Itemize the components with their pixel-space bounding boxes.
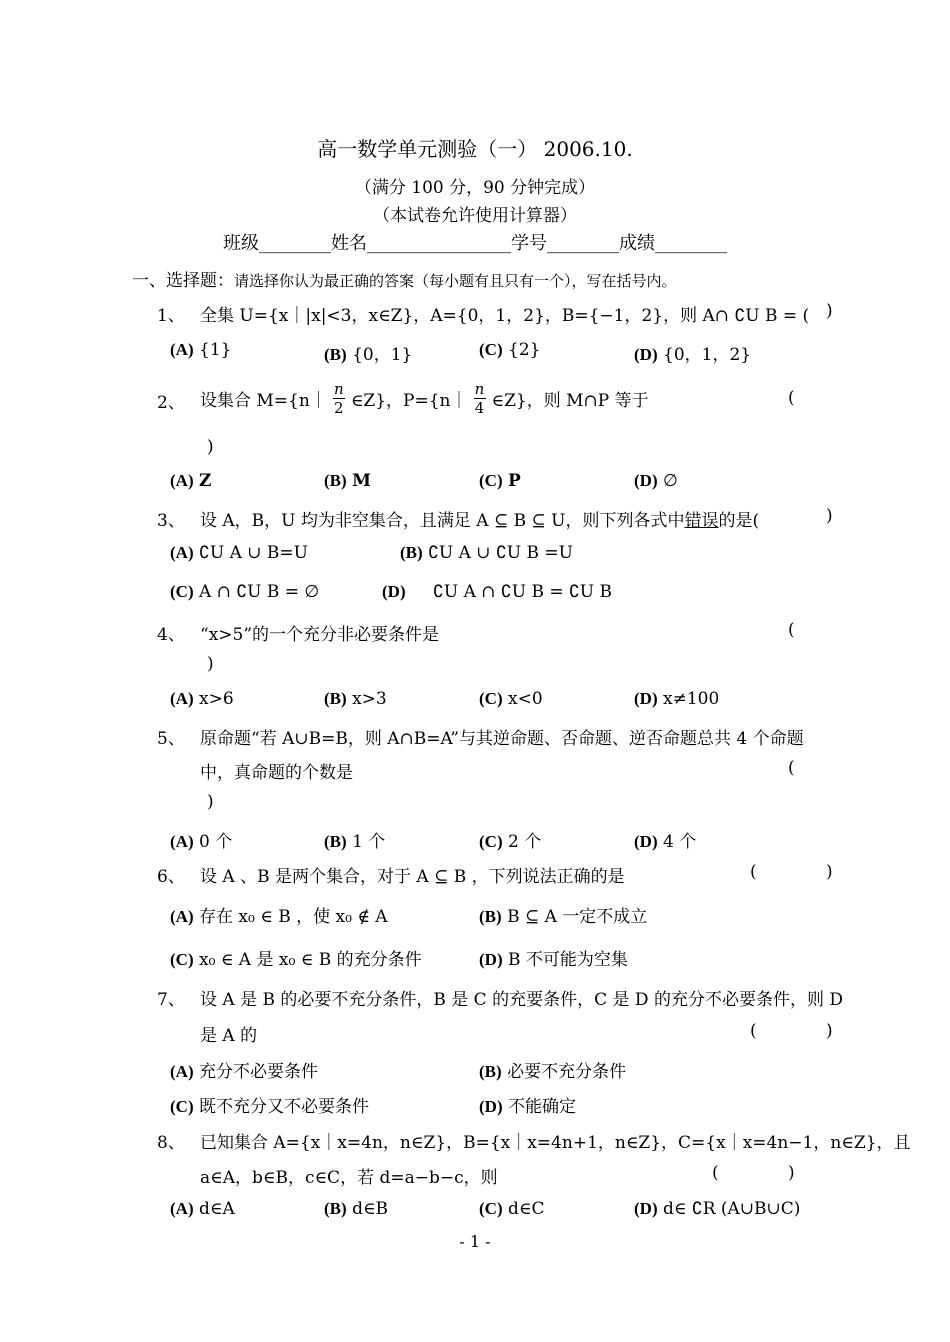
option-label: (B) xyxy=(400,543,423,562)
question-text-line1: 设 A 是 B 的必要不充分条件，B 是 C 的充要条件，C 是 D 的充分不必要条件，则 D xyxy=(200,990,843,1010)
answer-paren-close: ) xyxy=(826,506,833,526)
question-text-part: ∈Z}，则 M∩P 等于 xyxy=(491,390,649,411)
option-c xyxy=(479,471,521,491)
question-text-line2: 是 A 的 xyxy=(200,1026,258,1046)
option-text: d∈C xyxy=(508,1199,545,1219)
option-label: (A) xyxy=(170,1062,194,1081)
option-text: x>6 xyxy=(199,689,234,709)
option-a xyxy=(170,340,231,360)
question-text xyxy=(200,506,759,531)
option-label: (C) xyxy=(479,471,503,490)
option-label: (D) xyxy=(479,950,503,969)
option-text: Z xyxy=(199,471,212,491)
option-label: (A) xyxy=(170,907,194,926)
option-d xyxy=(634,340,751,365)
option-text: A ∩ ∁U B = ∅ xyxy=(199,582,320,602)
option-label: (C) xyxy=(170,582,194,601)
option-b xyxy=(479,1057,626,1082)
question-number: 2、 xyxy=(157,393,185,413)
option-c xyxy=(479,689,543,709)
fraction-denominator: 2 xyxy=(334,398,344,417)
answer-paren-close: ) xyxy=(207,792,214,812)
option-d xyxy=(634,1199,800,1219)
option-label: (B) xyxy=(479,1062,502,1081)
student-info-line: 班级________姓名________________学号________成绩________ xyxy=(223,233,727,254)
question-text-line1: 已知集合 A={x｜x=4n，n∈Z}，B={x｜x=4n+1，n∈Z}，C={x｜x=4n−1，n∈Z}，且 xyxy=(200,1133,911,1153)
subtitle-calculator: （本试卷允许使用计算器） xyxy=(373,206,577,226)
option-c xyxy=(479,340,540,360)
option-d xyxy=(634,827,696,852)
option-label: (D) xyxy=(634,471,658,490)
question-text-line1: 原命题“若 A∪B=B，则 A∩B=A”与其逆命题、否命题、逆否命题总共 4 个命题 xyxy=(200,729,804,749)
option-label: (A) xyxy=(170,471,194,490)
page-number: - 1 - xyxy=(459,1232,491,1251)
option-label: (D) xyxy=(634,689,658,708)
option-label: (C) xyxy=(479,689,503,708)
option-a xyxy=(170,543,308,563)
option-text: ∅ xyxy=(663,471,678,491)
option-c xyxy=(479,827,541,852)
fraction xyxy=(333,380,345,417)
option-text: d∈A xyxy=(199,1199,235,1219)
option-text: 既不充分又不必要条件 xyxy=(199,1097,370,1117)
option-a xyxy=(170,1199,235,1219)
option-d xyxy=(479,1092,576,1117)
option-label: (B) xyxy=(324,832,347,851)
option-d xyxy=(634,689,719,709)
option-text: d∈ ∁R (A∪B∪C) xyxy=(663,1199,801,1219)
option-a xyxy=(170,902,388,927)
option-a xyxy=(170,1057,318,1082)
answer-paren-close: ) xyxy=(207,437,214,457)
option-b xyxy=(324,827,385,852)
fraction xyxy=(474,380,486,417)
option-b xyxy=(324,1199,388,1219)
option-text: 1 个 xyxy=(352,832,386,852)
option-label: (B) xyxy=(324,345,347,364)
option-text: 0 个 xyxy=(199,832,233,852)
option-text: 2 个 xyxy=(508,832,542,852)
option-text: 必要不充分条件 xyxy=(507,1062,627,1082)
option-text: 不能确定 xyxy=(508,1097,577,1117)
subtitle-score: （满分 100 分，90 分钟完成） xyxy=(354,178,596,198)
question-number: 6、 xyxy=(157,867,185,887)
option-c xyxy=(170,945,422,970)
option-label: (C) xyxy=(170,950,194,969)
option-label: (B) xyxy=(324,689,347,708)
option-b xyxy=(324,689,387,709)
option-text: x≠100 xyxy=(663,689,720,709)
fraction-numerator: n xyxy=(333,379,344,398)
option-text: {0，1} xyxy=(352,345,413,365)
option-label: (C) xyxy=(479,340,503,359)
page-title: 高一数学单元测验（一） 2006.10. xyxy=(317,137,633,161)
option-text: ∁U A ∩ ∁U B = ∁U B xyxy=(433,582,613,602)
option-label: (A) xyxy=(170,689,194,708)
option-d xyxy=(479,945,628,970)
option-label: (D) xyxy=(479,1097,503,1116)
option-a xyxy=(170,471,211,491)
answer-paren-open: ( xyxy=(788,388,795,408)
emphasis-underline: 错误 xyxy=(684,511,719,531)
option-label: (D) xyxy=(382,582,406,601)
answer-paren-open: ( xyxy=(788,620,795,640)
option-c xyxy=(479,1199,545,1219)
option-text: x>3 xyxy=(352,689,387,709)
question-text: “x>5”的一个充分非必要条件是 xyxy=(200,625,440,645)
option-text: 充分不必要条件 xyxy=(199,1062,319,1082)
question-text-line2: 中，真命题的个数是 xyxy=(200,763,353,783)
option-b xyxy=(400,543,573,563)
option-text: {1} xyxy=(199,340,232,360)
option-label: (C) xyxy=(479,832,503,851)
option-label: (B) xyxy=(479,907,502,926)
question-text-line2: a∈A，b∈B，c∈C，若 d=a−b−c，则 xyxy=(200,1168,498,1188)
answer-paren-open: ( xyxy=(712,1163,719,1183)
section-note: 请选择你认为最正确的答案（每小题有且只有一个），写在括号内。 xyxy=(234,272,677,290)
option-label: (C) xyxy=(479,1199,503,1218)
option-label: (B) xyxy=(324,1199,347,1218)
answer-paren-close: ) xyxy=(826,301,833,321)
option-text: B ⊆ A 一定不成立 xyxy=(507,907,648,927)
fraction-numerator: n xyxy=(474,379,485,398)
question-text-part: ∈Z}，P={n｜ xyxy=(350,390,468,411)
option-label: (D) xyxy=(634,345,658,364)
question-number: 8、 xyxy=(157,1133,185,1153)
option-c xyxy=(170,1092,369,1117)
option-b xyxy=(324,471,371,491)
answer-paren-close: ) xyxy=(826,862,833,882)
section-title: 一、选择题： xyxy=(132,271,234,291)
option-label: (D) xyxy=(634,1199,658,1218)
answer-paren-close: ) xyxy=(207,654,214,674)
option-text: x<0 xyxy=(508,689,543,709)
question-number: 4、 xyxy=(157,625,185,645)
answer-paren-open: ( xyxy=(788,758,795,778)
option-c xyxy=(170,582,319,602)
question-number: 7、 xyxy=(157,990,185,1010)
question-number: 3、 xyxy=(157,511,185,531)
question-number: 1、 xyxy=(157,306,185,326)
option-text: ∁U A ∪ ∁U B =U xyxy=(428,543,573,563)
option-label: (A) xyxy=(170,340,194,359)
option-text: {2} xyxy=(508,340,541,360)
option-label: (C) xyxy=(170,1097,194,1116)
option-label: (A) xyxy=(170,832,194,851)
question-text-part: 设集合 M={n｜ xyxy=(200,390,327,411)
question-text-part: 设 A，B，U 均为非空集合，且满足 A ⊆ B ⊆ U，则下列各式中 xyxy=(200,511,685,531)
question-text-part: 的是( xyxy=(718,511,760,531)
option-text: 4 个 xyxy=(663,832,697,852)
answer-paren-open: ( xyxy=(750,1021,757,1041)
option-text: x₀ ∈ A 是 x₀ ∈ B 的充分条件 xyxy=(199,950,422,970)
section-heading xyxy=(132,266,677,291)
option-d xyxy=(634,471,678,491)
question-text: 全集 U={x｜|x|<3，x∈Z}，A={0，1，2}，B={−1，2}，则 A∩ ∁U B = ( xyxy=(200,306,810,326)
option-text: {0，1，2} xyxy=(663,345,752,365)
question-text xyxy=(200,376,649,420)
fraction-denominator: 4 xyxy=(474,398,485,417)
answer-paren-close: ) xyxy=(788,1163,795,1183)
option-a xyxy=(170,827,232,852)
answer-paren-close: ) xyxy=(826,1021,833,1041)
option-b xyxy=(479,902,647,927)
answer-paren-open: ( xyxy=(750,862,757,882)
option-a xyxy=(170,689,234,709)
option-b xyxy=(324,340,412,365)
option-text: ∁U A ∪ B=U xyxy=(199,543,308,563)
option-d xyxy=(382,582,612,602)
option-text: d∈B xyxy=(352,1199,389,1219)
option-label: (B) xyxy=(324,471,347,490)
option-text: M xyxy=(352,471,371,491)
option-label: (A) xyxy=(170,543,194,562)
option-label: (A) xyxy=(170,1199,194,1218)
question-text: 设 A 、B 是两个集合，对于 A ⊆ B ，下列说法正确的是 xyxy=(200,867,625,887)
option-label: (D) xyxy=(634,832,658,851)
option-text: 存在 x₀ ∈ B ，使 x₀ ∉ A xyxy=(199,907,388,927)
question-number: 5、 xyxy=(157,729,185,749)
option-text: P xyxy=(508,471,521,491)
option-text: B 不可能为空集 xyxy=(508,950,628,970)
